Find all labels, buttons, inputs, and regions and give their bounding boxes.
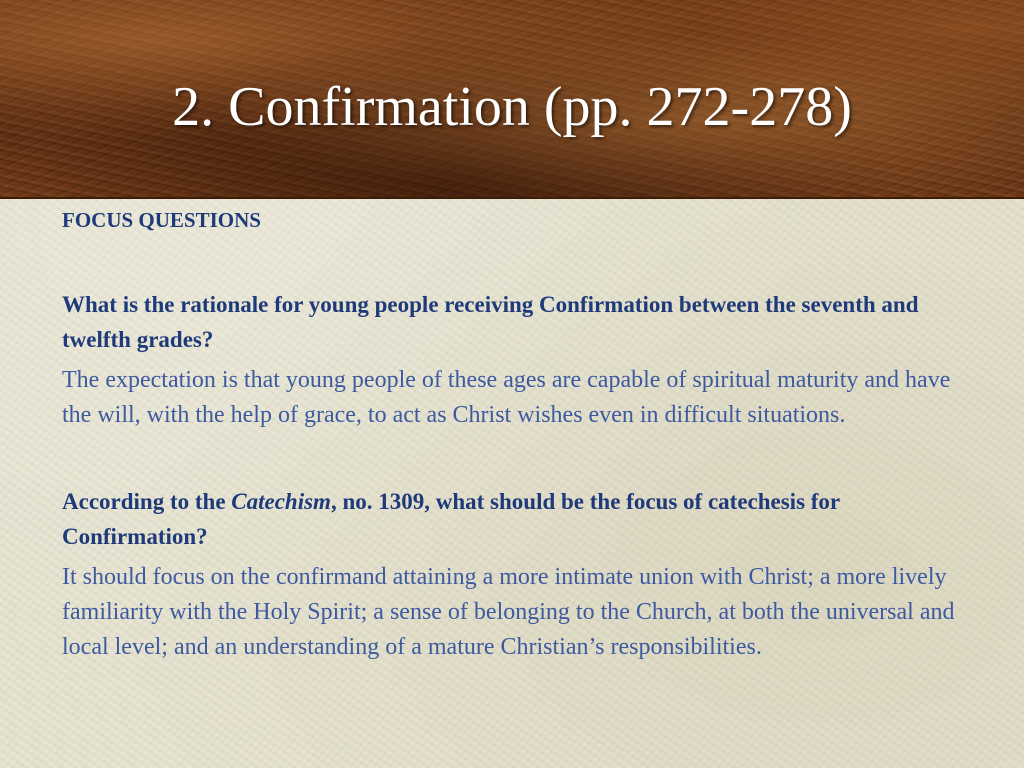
title-banner <box>0 0 1024 199</box>
slide-body <box>62 203 972 665</box>
question-2 <box>62 484 972 554</box>
focus-questions-heading: FOCUS QUESTIONS <box>62 208 261 232</box>
question-2-prefix: According to the <box>62 489 232 514</box>
question-1: What is the rationale for young people receiving Confirmation between the seventh and twelfth grades? <box>62 292 919 352</box>
slide-title: 2. Confirmation (pp. 272-278) <box>172 76 852 138</box>
answer-2: It should focus on the confirmand attaining a more intimate union with Christ; a more lively familiarity with the Holy Spirit; a sense of belonging to the Church, at both the universal and local level; and an understanding of a mature Christian’s responsibilities. <box>62 564 955 660</box>
question-2-suffix: , no. 1309, what should be the focus of catechesis for Confirmation? <box>62 489 840 549</box>
catechism-term: Catechism <box>231 489 331 514</box>
answer-1: The expectation is that young people of these ages are capable of spiritual maturity and have the will, with the help of grace, to act as Christ wishes even in difficult situations. <box>62 367 951 428</box>
